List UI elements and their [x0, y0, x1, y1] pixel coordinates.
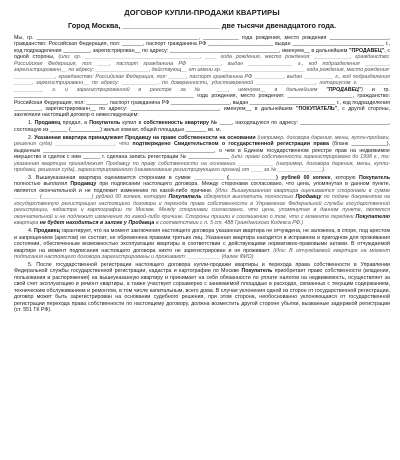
text-run: , которую — [330, 175, 360, 182]
text-run: и гр. _____________________________________________________________ года рождения, место рождения: ______________________, гражданство: Российская Федерация, пол: _______, паспорт гражданина РФ ____________________, выдан _____________________________ г., код подразделения _________, зарегистрированн__ по адресу: ______________________________, именуем__ в дальнейшем — [14, 86, 390, 112]
text-run: не будет находиться в залоге у Продавца — [39, 220, 155, 227]
text-run: при подписании настоящего договора. Между сторонами согласовано, что цена, упомянутая в данном пункте, является окончательной и не подлежит изменению по какой-либо причине. — [14, 181, 390, 194]
contract-paragraph — [14, 120, 390, 133]
text-run: приобретает право собственности (владения, пользования и распоряжения) на вышеуказанную квартиру и принимает на себя обязанности по уплате налогов на недвижимость, осуществляет за свой счет эксплуатацию и ремонт квартиры, а также участвует соразмерно с занимаемой площадью в расходах, связанных с текущим содержанием, техническим обслуживанием и ремонтом, в том числе капитальным, всего дома. В случае уклонения одной из сторон от государственной регистрации, договор может быть зарегистрирован на основании судебного решения, при этом сторона, необоснованно уклоняющаяся от государственной регистрации перехода права собственности по настоящему договору, должна возместить другой стороне убытки, вызванные задержкой регистрации (ст. 551 ГК РФ). — [14, 268, 390, 314]
text-run: "ПОКУПАТЕЛЬ" — [295, 105, 338, 112]
text-run: (или: гр. _______________________________________, ____ года рождения, место рождения: ____________, гражданство: Российская Федерация, пол: ____, паспорт гражданина РФ __________, выдан _______________ г., код подразделения ________, зарегистрированн__ по адресу: __________________, действующ__ от имени гр. ____________________________ года рождения, место рождения: ______________, гражданство: Российская Федерация, пол: ______, паспорт гражданина РФ __________, выдан __________ г., код подразделения ______, зарегистрированн__ по адресу: ____________, по доверенности, удостоверенной ____________________, нотариусом г. __________ __________ г. и зарегистрированной в реестре за № ____, именуем__ в дальнейшем — [14, 54, 390, 93]
document-page — [6, 0, 394, 460]
contract-paragraph — [14, 135, 390, 174]
city-date-line: Город Москва, ________________________ две тысячи двенадцатого года. — [68, 21, 336, 30]
text-run: __________ (________________) рублей 00 копеек — [194, 175, 331, 182]
text-run: Указанная квартира принадлежит Продавцу на праве собственности на основании — [34, 134, 256, 141]
text-run: 5. После государственной регистрации настоящего договора купли-продажи квартиры и перехода права собственности в Управлении Федеральной службы государственной регистрации, кадастра и картографии по Москве — [14, 261, 390, 275]
text-run: Покупатель — [89, 120, 121, 127]
text-run: Продавец — [34, 228, 60, 235]
text-run: "ПРОДАВЕЦ" — [349, 47, 385, 54]
text-run: Покупателю — [355, 213, 390, 220]
document-body — [14, 35, 390, 314]
text-run: гарантирует, что на момент заключения настоящего договора указанная квартира не отчуждена, не заложена, в споре, под арестом и запрещением (арестом) не состоит, не обременена правами третьих лиц. Указанная квартира находится в исправном и пригодном для проживания состоянии, обеспеченным возможностью эксплуатации квартиры в соответствии с действующими нормативно-правовыми актами. В отчуждаемой квартире на момент подписания настоящего договора никто не зарегистрирован и не проживает. — [14, 228, 391, 254]
text-run: Продавцу — [295, 194, 322, 201]
text-run: полностью выплатил — [14, 181, 71, 188]
text-run: "ПРОДАВЕЦ" — [326, 86, 362, 93]
text-run: , с другой стороны, заключили настоящий договор о нижеследующем: — [14, 105, 391, 119]
text-run: , с одной стороны, — [14, 47, 390, 61]
text-run: (Или: В отчуждаемой квартире на момент подписания настоящего договора зарегистрированы и проживают: ___________ (далее ФИО) — [14, 247, 391, 260]
contract-paragraph — [14, 262, 390, 314]
text-run: в соответствии с п. 5 ст. 488 Гражданского Кодекса РФ.) — [154, 220, 304, 227]
text-run: 1. — [28, 120, 35, 127]
text-run: 2. — [28, 134, 35, 141]
text-run: купил в — [120, 120, 144, 127]
text-run: подтверждено Свидетельством о государственной регистрации права — [132, 141, 329, 148]
text-run: 4. — [28, 228, 35, 235]
text-run: обязуется выплатить полностью — [201, 194, 296, 201]
text-run: ____, находящуюся по адресу: ______________________________, состоящую из ______ (__________) жилых комнат, общей площадью _______ кв. м. — [14, 120, 390, 133]
text-run: квартира — [14, 220, 40, 227]
document-title: ДОГОВОР КУПЛИ-ПРОДАЖИ КВАРТИРЫ — [124, 8, 280, 17]
text-run: Продавцу — [70, 181, 97, 188]
text-run: Покупатель — [241, 268, 273, 275]
text-run: Продавец — [34, 120, 61, 127]
text-run: Покупатель — [168, 194, 202, 201]
text-run: (например, договора дарения, мены, купли-продажи, решения суда) ____________________, что — [14, 134, 391, 148]
contract-paragraph — [14, 228, 390, 260]
contract-paragraph — [14, 35, 390, 119]
text-run: по подаче документов на государственную регистрацию настоящего договора и перехода права собственности в Управление Федеральной службы государственной регистрации, кадастра и картографии по Москве. Между сторонами согласовано, что цена, упомянутая в данном пункте, является окончательной и не подлежит изменению по какой-либо причине. Стороны пришли к соглашению о том, что с момента передачи — [14, 194, 390, 220]
text-run: ) — [361, 86, 364, 93]
text-run: (или: право собственности зарегистрировано до 1998 г., то: указанная квартира принадлежит Продавцу по праву собственности на основании ____________ (например, договора дарения, мены, купли-продажи, решения суда), зарегистрированного (наименование регистрирующего органа) от ____ за № _______________). — [14, 154, 390, 174]
text-run: Мы, гр. _______________________________________________________, ____________ года рождения, место рождения ____________________, гражданство: Российская Федерация, пол: _______, паспорт гражданина РФ ______________________ выдан _______________________________ г., код подразделения _________, зарегистрирован__ по адресу: _____________________________________, именуем__ в дальнейшем — [14, 35, 390, 54]
text-run: продал, а — [60, 120, 90, 127]
text-run: (бланк ____________), выданным __________________________________________________________, — [14, 141, 390, 154]
text-run: (Или: Вышеуказанная квартира оценивается сторонами в сумме ________ (_________________) рублей 00 копеек, которую — [14, 187, 390, 201]
text-run: о чем в Едином государственном реестре прав на недвижимое имущество и сделок с ним ______ г. сделана запись регистрации № ______________ — [14, 147, 390, 161]
text-run: собственность квартиру № — [143, 120, 218, 127]
text-run: Покупатель — [359, 175, 390, 182]
text-run: 3. Вышеуказанная квартира оценивается сторонами в сумме — [28, 175, 195, 182]
contract-paragraph — [14, 175, 390, 227]
